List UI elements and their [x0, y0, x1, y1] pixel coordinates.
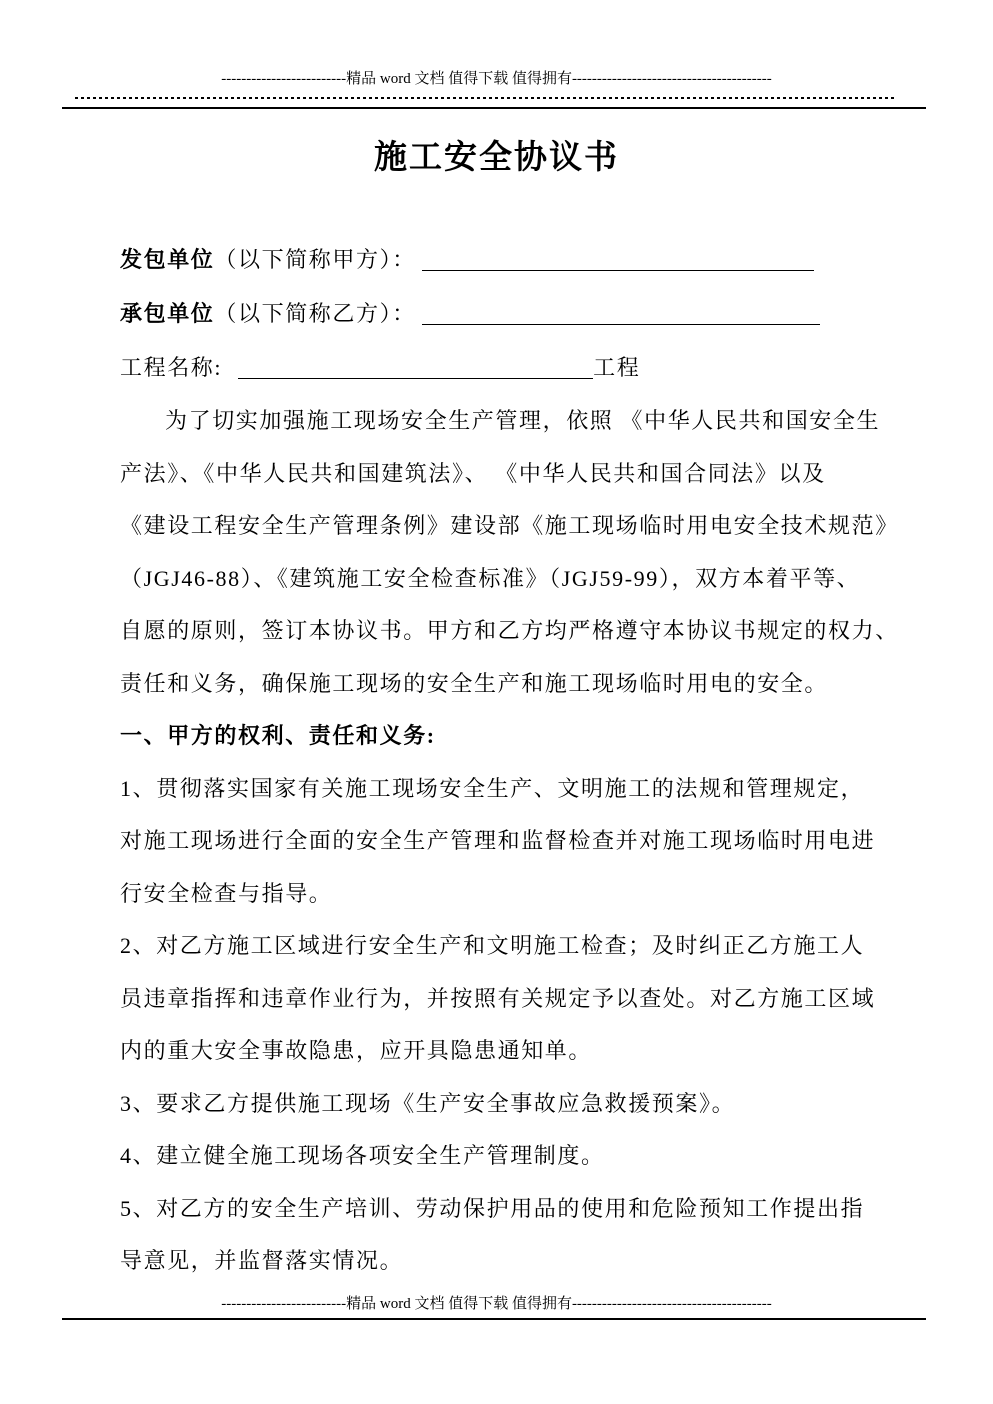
form-line-party-a	[120, 233, 993, 287]
text-line: 对施工现场进行全面的安全生产管理和监督检查并对施工现场临时用电进	[120, 828, 876, 853]
document-body	[0, 233, 993, 1288]
text-line: 1、贯彻落实国家有关施工现场安全生产、文明施工的法规和管理规定，	[120, 775, 865, 801]
text-line: 2、对乙方施工区域进行安全生产和文明施工检查；及时纠正乙方施工人	[120, 933, 865, 958]
party-b-blank-line	[422, 324, 820, 325]
form-section	[120, 233, 993, 395]
document-title: 施工安全协议书	[374, 140, 619, 176]
text-line: 3、要求乙方提供施工现场《生产安全事故应急救援预案》。	[120, 1090, 736, 1116]
text-line: 自愿的原则，签订本协议书。甲方和乙方均严格遵守本协议书规定的权力、	[120, 618, 899, 643]
text-line: 《建设工程安全生产管理条例》建设部《施工现场临时用电安全技术规范》	[120, 513, 899, 538]
form-line-project	[120, 341, 993, 395]
page-footer	[0, 1296, 993, 1320]
footer-rule	[62, 1318, 926, 1320]
project-suffix: 工程	[593, 355, 641, 380]
text-line: 4、建立健全施工现场各项安全生产管理制度。	[120, 1143, 605, 1168]
project-blank-line	[238, 378, 593, 379]
project-label: 工程名称:	[120, 355, 223, 380]
text-line: 责任和义务，确保施工现场的安全生产和施工现场临时用电的安全。	[120, 670, 829, 696]
party-a-suffix: （以下简称甲方）：	[214, 247, 416, 272]
form-line-party-b	[120, 287, 993, 341]
text-line: 行安全检查与指导。	[120, 880, 333, 906]
section-1-item-2	[120, 920, 993, 1078]
section-1-item-3	[120, 1078, 993, 1131]
party-b-suffix: （以下简称乙方）：	[214, 301, 416, 326]
section-1-item-4	[120, 1130, 993, 1183]
party-a-label: 发包单位	[120, 247, 215, 272]
text-line: （JGJ46-88）、《建筑施工安全检查标准》（JGJ59-99），双方本着平等、	[120, 565, 861, 591]
section-1-item-1	[120, 763, 993, 921]
intro-paragraph	[120, 395, 993, 710]
text-line: 产法》、《中华人民共和国建筑法》、 《中华人民共和国合同法》以及	[120, 460, 826, 486]
header-marquee: -------------------------精品 word 文档 值得下载 值得拥有----------------------------------------	[221, 71, 772, 87]
party-a-blank-line	[422, 270, 814, 271]
footer-marquee: -------------------------精品 word 文档 值得下载 值得拥有----------------------------------------	[221, 1296, 772, 1312]
section-1-heading: 一、甲方的权利、责任和义务:	[120, 723, 436, 748]
text-line: 5、对乙方的安全生产培训、劳动保护用品的使用和危险预知工作提出指	[120, 1195, 865, 1221]
text-line: 导意见，并监督落实情况。	[120, 1248, 404, 1273]
party-b-label: 承包单位	[120, 301, 215, 326]
header-rule	[62, 107, 926, 109]
text-line: 内的重大安全事故隐患，应开具隐患通知单。	[120, 1038, 593, 1063]
header-dashed-divider	[75, 97, 897, 99]
section-1-item-5	[120, 1183, 993, 1288]
text-line: 为了切实加强施工现场安全生产管理，依照 《中华人民共和国安全生	[165, 408, 881, 433]
text-line: 员违章指挥和违章作业行为，并按照有关规定予以查处。对乙方施工区域	[120, 985, 876, 1011]
